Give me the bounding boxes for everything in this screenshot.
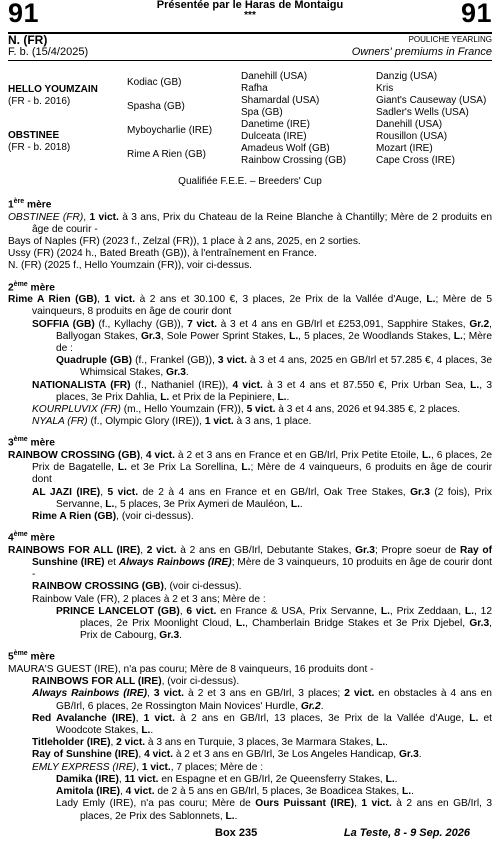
family-entry: Red Avalanche (IRE), 1 vict. à 2 ans en GB/Irl, 13 places, 3e Prix de la Vallée d'Auge, L. et Woodcote Stakes, L.. bbox=[32, 712, 492, 737]
great-great-grandparent: Rousillon (USA) bbox=[376, 131, 448, 142]
family-entry: OBSTINEE (FR), 1 vict. à 3 ans, Prix du Chateau de la Reine Blanche à Chantilly; Mère de 2 produits en âge de courir - bbox=[8, 211, 493, 235]
family-entry: RAINBOW CROSSING (GB), (voir ci-dessus). bbox=[32, 581, 242, 593]
great-grandparent: Danehill (USA) bbox=[241, 71, 308, 82]
horse-category: POULICHE YEARLING bbox=[408, 35, 492, 44]
qualification-line: Qualifiée F.E.E. – Breeders' Cup bbox=[178, 176, 322, 187]
family-entry: Titleholder (IRE), 2 vict. à 3 ans en Turquie, 3 places, 3e Marmara Stakes, L.. bbox=[32, 737, 389, 749]
great-grandparent: Danetime (IRE) bbox=[241, 119, 310, 130]
family-entry: Quadruple (GB) (f., Frankel (GB)), 3 vict. à 3 et 4 ans, 2025 en GB/Irl et 57.285 €, 4 places, 3e Whimsical Stakes, Gr.3. bbox=[56, 355, 492, 379]
family-entry: Bays of Naples (FR) (2023 f., Zelzal (FR)), 1 place à 2 ans, 2025, en 2 sorties. bbox=[8, 236, 361, 247]
great-great-grandparent: Mozart (IRE) bbox=[376, 143, 433, 154]
family-entry: PRINCE LANCELOT (GB), 6 vict. en France & USA, Prix Servanne, L., Prix Zeddaan, L., 12 places, 2e Prix Moonlight Cloud, L., Chamberlain Bridge Stakes et 3e Prix Djebel, Gr.3, Prix de Cabourg, Gr.3. bbox=[56, 605, 492, 642]
sire-info: (FR - b. 2016) bbox=[8, 96, 71, 107]
header-divider-bottom bbox=[8, 60, 492, 61]
great-grandparent: Shamardal (USA) bbox=[241, 95, 320, 106]
family-entry: KOURPLUVIX (FR) (m., Hello Youmzain (FR)), 5 vict. à 3 et 4 ans, 2026 et 94.385 €, 2 places. bbox=[32, 404, 461, 416]
box-number: Box 235 bbox=[215, 827, 258, 839]
great-great-grandparent: Kris bbox=[376, 83, 394, 94]
lot-number-left: 91 bbox=[8, 0, 40, 28]
stars-rating: *** bbox=[244, 10, 256, 21]
great-great-grandparent: Giant's Causeway (USA) bbox=[376, 95, 487, 106]
grandparent: Kodiac (GB) bbox=[127, 77, 182, 88]
great-grandparent: Rainbow Crossing (GB) bbox=[241, 155, 347, 166]
family-entry: NYALA (FR) (f., Olympic Glory (IRE)), 1 vict. à 3 ans, 1 place. bbox=[32, 416, 312, 428]
family-entry: Rainbow Vale (FR), 2 places à 2 et 3 ans; Mère de : bbox=[32, 593, 266, 605]
female-family-body bbox=[8, 196, 492, 823]
family-entry: MAURA'S GUEST (IRE), n'a pas couru; Mère de 8 vainqueurs, 16 produits dont - bbox=[8, 664, 374, 676]
owners-premium-note: Owners' premiums in France bbox=[351, 46, 492, 58]
grandparent: Spasha (GB) bbox=[127, 101, 185, 112]
great-grandparent: Amadeus Wolf (GB) bbox=[241, 143, 330, 154]
family-entry: EMLY EXPRESS (IRE), 1 vict., 7 places; Mère de : bbox=[32, 761, 264, 773]
presenter-line: Présentée par le Haras de Montaigu bbox=[156, 0, 344, 11]
horse-birth: F. b. (15/4/2025) bbox=[8, 46, 89, 58]
family-entry: AL JAZI (IRE), 5 vict. de 2 à 4 ans en France et en GB/Irl, Oak Tree Stakes, Gr.3 (2 fois), Prix Servanne, L., 5 places, 3e Prix Aymeri de Mauléon, L.. bbox=[32, 486, 493, 510]
sale-place-date: La Teste, 8 - 9 Sep. 2026 bbox=[343, 827, 470, 839]
great-great-grandparent: Cape Cross (IRE) bbox=[376, 155, 455, 166]
dam-info: (FR - b. 2018) bbox=[8, 142, 71, 153]
family-entry: Always Rainbows (IRE), 3 vict. à 2 et 3 ans en GB/Irl, 3 places; 2 vict. en obstacles à 4 ans en GB/Irl, 6 places, 2e Rossington Main Novices' Hurdle, Gr.2. bbox=[32, 688, 492, 712]
section-heading: 2ème mère bbox=[8, 280, 55, 293]
family-entry: N. (FR) (2025 f., Hello Youmzain (FR)), voir ci-dessus. bbox=[8, 260, 253, 272]
great-grandparent: Dulceata (IRE) bbox=[241, 131, 307, 142]
family-entry: SOFFIA (GB) (f., Kyllachy (GB)), 7 vict. à 3 et 4 ans en GB/Irl et £253,091, Sapphire Stakes, Gr.2, Ballyogan Stakes, Gr.3, Sole Power Sprint Stakes, L., 5 places, 2e Woodlands Stakes, L.; Mère de : bbox=[32, 318, 493, 355]
family-entry: Ray of Sunshine (IRE), 4 vict. à 2 et 3 ans en GB/Irl, 3e Los Angeles Handicap, Gr.3. bbox=[32, 749, 422, 761]
family-entry: Rime A Rien (GB), 1 vict. à 2 ans et 30.100 €, 3 places, 2e Prix de la Vallée d'Auge, L.; Mère de 5 vainqueurs, 8 produits en âge de courir dont bbox=[8, 294, 492, 318]
family-entry: Lady Emly (IRE), n'a pas couru; Mère de Ours Puissant (IRE), 1 vict. à 2 ans en GB/Irl, 3 places, 2e Prix des Sablonnets, L.. bbox=[56, 798, 493, 822]
lot-number-right: 91 bbox=[460, 0, 492, 28]
family-entry: NATIONALISTA (FR) (f., Nathaniel (IRE)), 4 vict. à 3 et 4 ans et 87.550 €, Prix Urban Sea, L., 3 places, 3e Prix Dahlia, L. et Prix de la Pepiniere, L.. bbox=[32, 379, 492, 403]
family-entry: RAINBOWS FOR ALL (IRE), 2 vict. à 2 ans en GB/Irl, Debutante Stakes, Gr.3; Propre soeur de Ray of Sunshine (IRE) et Always Rainbows (IRE); Mère de 3 vainqueurs, 10 produits en âge de courir dont - bbox=[8, 544, 492, 581]
grandparent: Rime A Rien (GB) bbox=[127, 149, 206, 160]
family-entry: RAINBOW CROSSING (GB), 4 vict. à 2 et 3 ans en France et en GB/Irl, Prix Petite Etoile, L., 6 places, 2e Prix de Bagatelle, L. et 3e Prix La Sorellina, L.; Mère de 4 vainqueurs, 6 produits en âge de courir dont bbox=[8, 450, 492, 486]
section-heading: 3ème mère bbox=[8, 436, 55, 449]
section-heading: 5ème mère bbox=[8, 650, 55, 663]
dam-name: OBSTINEE bbox=[8, 130, 60, 141]
header-divider-top bbox=[8, 32, 492, 34]
great-grandparent: Spa (GB) bbox=[241, 107, 283, 118]
family-entry: Damika (IRE), 11 vict. en Espagne et en GB/Irl, 2e Queensferry Stakes, L.. bbox=[56, 773, 398, 785]
family-entry: RAINBOWS FOR ALL (IRE), (voir ci-dessus). bbox=[32, 676, 240, 688]
section-heading: 4ème mère bbox=[8, 531, 55, 544]
great-grandparent: Rafha bbox=[241, 83, 268, 94]
family-entry: Rime A Rien (GB), (voir ci-dessus). bbox=[32, 511, 194, 523]
sire-name: HELLO YOUMZAIN bbox=[8, 84, 98, 95]
grandparent: Myboycharlie (IRE) bbox=[127, 125, 213, 136]
family-entry: Amitola (IRE), 4 vict. de 2 à 5 ans en GB/Irl, 5 places, 3e Boadicea Stakes, L.. bbox=[56, 786, 414, 798]
great-great-grandparent: Sadler's Wells (USA) bbox=[376, 107, 469, 118]
horse-name: N. (FR) bbox=[8, 33, 48, 47]
great-great-grandparent: Danzig (USA) bbox=[376, 71, 438, 82]
great-great-grandparent: Danehill (USA) bbox=[376, 119, 443, 130]
section-heading: 1ère mère bbox=[8, 198, 52, 211]
family-entry: Ussy (FR) (2024 h., Bated Breath (GB)), à l'entraînement en France. bbox=[8, 248, 317, 260]
